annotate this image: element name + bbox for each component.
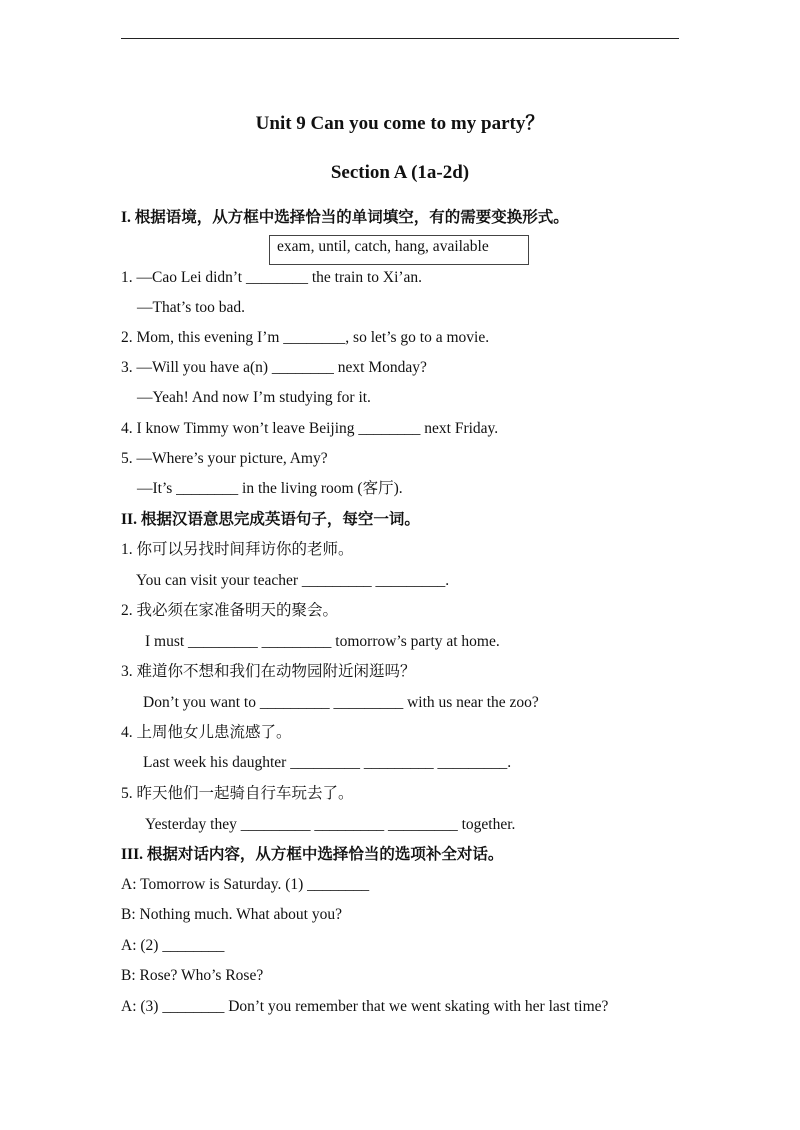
part1-item-5: 5. —Where’s your picture, Amy? [121, 450, 328, 467]
part2-item-4-english: Last week his daughter _________ _________ _________. [143, 754, 512, 771]
section-title: Section A (1a-2d) [330, 162, 470, 183]
word-box [269, 235, 529, 265]
word-box-text: exam, until, catch, hang, available [277, 238, 489, 255]
dialogue-line-4: B: Rose? Who’s Rose? [121, 967, 264, 984]
dialogue-line-2: B: Nothing much. What about you? [121, 906, 342, 923]
part2-item-1-chinese: 1. 你可以另找时间拜访你的老师。 [121, 541, 354, 558]
dialogue-line-3: A: (2) ________ [121, 937, 225, 954]
part2-heading: II. 根据汉语意思完成英语句子，每空一词。 [121, 511, 420, 528]
part1-item-5-reply: —It’s ________ in the living room (客厅). [137, 480, 403, 497]
part2-item-5-english: Yesterday they _________ _________ _________ together. [145, 816, 516, 833]
dialogue-line-5: A: (3) ________ Don’t you remember that we went skating with her last time? [121, 998, 609, 1015]
page-title: Unit 9 Can you come to my party？ [255, 113, 545, 134]
part2-item-4-chinese: 4. 上周他女儿患流感了。 [121, 724, 292, 741]
part1-item-2: 2. Mom, this evening I’m ________, so let’s go to a movie. [121, 329, 490, 346]
part3-heading: III. 根据对话内容，从方框中选择恰当的选项补全对话。 [121, 846, 504, 863]
header-rule [121, 38, 679, 39]
part2-item-3-chinese: 3. 难道你不想和我们在动物园附近闲逛吗？ [121, 663, 416, 680]
part1-item-3: 3. —Will you have a(n) ________ next Monday? [121, 359, 427, 376]
part1-item-4: 4. I know Timmy won’t leave Beijing ________ next Friday. [121, 420, 499, 437]
dialogue-line-1: A: Tomorrow is Saturday. (1) ________ [121, 876, 370, 893]
part2-item-2-chinese: 2. 我必须在家准备明天的聚会。 [121, 602, 339, 619]
part2-item-5-chinese: 5. 昨天他们一起骑自行车玩去了。 [121, 785, 354, 802]
part2-item-1-english: You can visit your teacher _________ _________. [136, 572, 450, 589]
part1-heading: I. 根据语境，从方框中选择恰当的单词填空，有的需要变换形式。 [121, 209, 569, 226]
part1-item-3-reply: —Yeah! And now I’m studying for it. [137, 389, 371, 406]
part2-item-3-english: Don’t you want to _________ _________ with us near the zoo? [143, 694, 539, 711]
part1-item-1-reply: —That’s too bad. [137, 299, 246, 316]
part2-item-2-english: I must _________ _________ tomorrow’s party at home. [145, 633, 500, 650]
part1-item-1: 1. —Cao Lei didn’t ________ the train to Xi’an. [121, 269, 423, 286]
